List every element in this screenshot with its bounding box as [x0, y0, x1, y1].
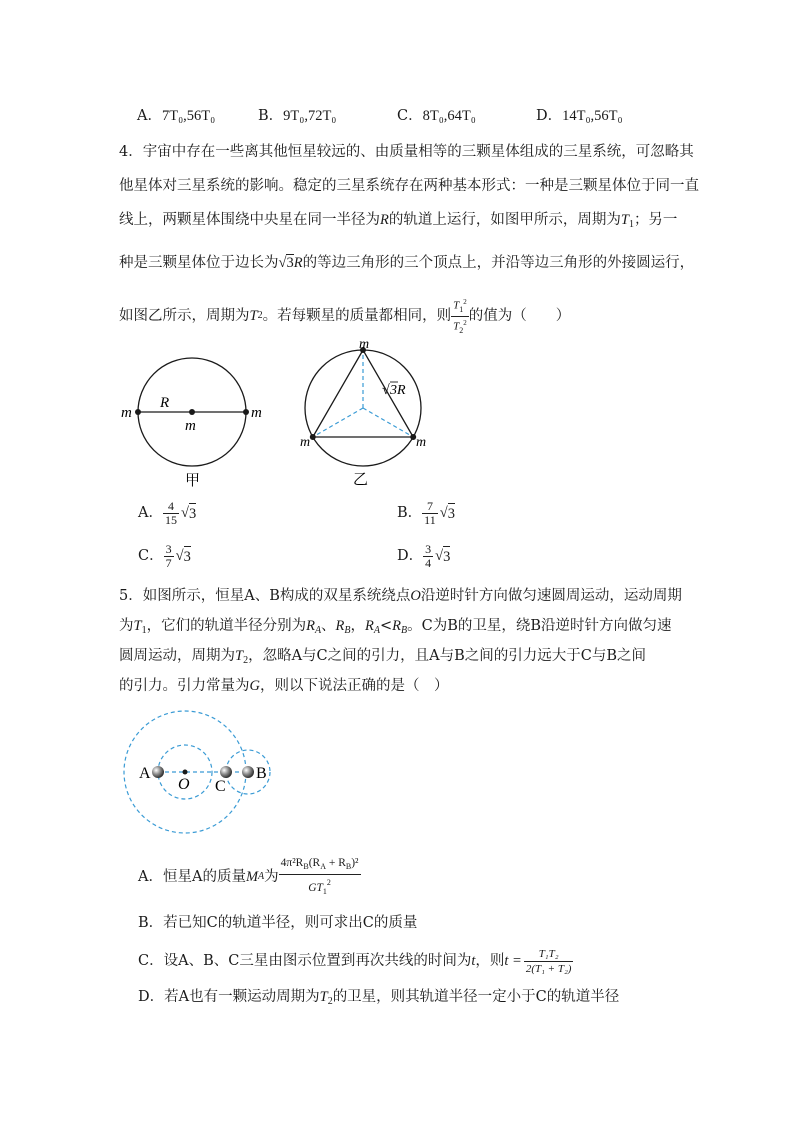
- numerator: T₁T₂: [524, 947, 574, 962]
- sqrt-sign: √: [439, 505, 448, 521]
- q4-option-d: [397, 539, 450, 573]
- superscript: 2: [326, 877, 331, 887]
- star-left: [135, 409, 141, 415]
- label-o: O: [178, 776, 190, 793]
- text: ，则以下说法正确的是（ ）: [259, 678, 449, 694]
- figure-binary-star: [120, 708, 280, 838]
- numerator: 7: [422, 500, 438, 514]
- var-rb: R: [392, 618, 401, 634]
- radicand: 3: [448, 503, 455, 524]
- text: ，忽略A与C之间的引力，且A与B之间的引力远大于C与B之间: [248, 648, 647, 664]
- var-ra: R: [306, 618, 315, 634]
- q5-line3: [119, 646, 646, 671]
- q4-option-a: [138, 496, 196, 530]
- sqrt-sign: √: [175, 548, 184, 564]
- option-value: 9T₀,72T₀: [283, 108, 337, 124]
- var-r: R: [293, 255, 303, 271]
- option-label: C．: [397, 108, 423, 124]
- text: 为: [119, 618, 134, 634]
- label-m-right: m: [416, 435, 427, 450]
- numerator-part: (R: [308, 856, 321, 869]
- denominator: 7: [165, 555, 172, 570]
- subscript: 2: [327, 996, 333, 1007]
- radicand: 3: [286, 255, 294, 271]
- q5-line4: [119, 676, 448, 696]
- label-m-left: m: [300, 435, 311, 450]
- numerator: 3: [165, 541, 172, 556]
- subscript: 1: [141, 625, 147, 636]
- label-c: C: [215, 778, 226, 795]
- numerator-part: 4π²R: [280, 856, 304, 869]
- option-label: A．: [137, 108, 162, 124]
- var-ra: R: [365, 618, 374, 634]
- prev-option-b: [258, 106, 336, 126]
- text: ，: [350, 618, 366, 634]
- q4-line2: 他星体对三星系统的影响。稳定的三星系统存在两种基本形式：一种是三颗星体位于同一直: [119, 178, 699, 194]
- fraction: [164, 543, 174, 570]
- var-o: O: [410, 588, 421, 604]
- numerator: 4: [163, 500, 179, 514]
- subscript: A: [314, 625, 322, 636]
- star-center: [189, 409, 195, 415]
- option-label: B．: [397, 505, 423, 521]
- subscript: 2: [243, 655, 249, 666]
- var-t: t =: [504, 953, 522, 969]
- star-right: [243, 409, 249, 415]
- option-value: 7T₀,56T₀: [161, 108, 216, 124]
- text: 、: [321, 618, 336, 634]
- q5-line1: [119, 586, 682, 606]
- figure-jia: [115, 355, 275, 495]
- subscript: B: [345, 861, 352, 871]
- text: 5．如图所示，恒星A、B构成的双星系统绕点: [119, 588, 411, 604]
- radius-left: [313, 408, 363, 437]
- radicand: 3: [189, 503, 196, 524]
- var-g: G: [249, 678, 260, 694]
- label-side: 3R: [390, 383, 406, 398]
- label-a: A: [139, 765, 151, 782]
- sqrt-symbol: √: [382, 383, 390, 398]
- fraction: [423, 543, 433, 570]
- sqrt-sign: √: [435, 548, 444, 564]
- star-b: [242, 766, 254, 778]
- var-t2: T: [249, 308, 258, 324]
- option-value: 14T₀,56T₀: [562, 108, 623, 124]
- text: 沿逆时针方向做匀速圆周运动，运动周期: [420, 588, 682, 604]
- q4-option-b: [397, 496, 455, 530]
- q5-option-a: [138, 855, 361, 899]
- label-m-right: m: [251, 405, 262, 421]
- subscript: B: [344, 625, 351, 636]
- option-value: 8T₀,64T₀: [422, 108, 476, 124]
- text: 的卫星，则其轨道半径一定小于C的轨道半径: [332, 989, 620, 1005]
- var-t1: T: [620, 212, 629, 228]
- numerator-part: + R: [325, 856, 346, 869]
- label-r: R: [160, 395, 170, 411]
- option-label: D．: [536, 108, 563, 124]
- text: 为: [264, 869, 279, 885]
- mass-fraction: [279, 856, 361, 899]
- text: 。若每颗星的质量都相同，则: [262, 308, 452, 324]
- text: 的等边三角形的三个顶点上，并沿等边三角形的外接圆运行，: [302, 255, 695, 271]
- q4-line1: 4．宇宙中存在一些离其他恒星较远的、由质量相等的三颗星体组成的三星系统，可忽略其: [119, 144, 694, 160]
- prev-option-d: [536, 106, 623, 126]
- subscript: B: [303, 861, 309, 871]
- var-t: t: [471, 953, 476, 969]
- denominator: 15: [164, 512, 177, 527]
- text: 种是三颗星体位于边长为: [119, 255, 279, 271]
- text: ；另一: [633, 212, 678, 228]
- text: 的轨道上运行，如图甲所示，周期为: [388, 212, 621, 228]
- text: ，它们的轨道半径分别为: [146, 618, 307, 634]
- denominator: 2(T₁ + T₂): [525, 962, 572, 975]
- option-label: C．: [138, 548, 164, 564]
- var-r: R: [380, 212, 389, 228]
- text: A．恒星A的质量: [138, 869, 246, 885]
- label-m-left: m: [121, 405, 132, 421]
- sqrt-sign: √: [180, 505, 189, 521]
- text: 如图乙所示，周期为: [119, 308, 250, 324]
- radius-right: [363, 408, 413, 437]
- q5-option-b: B．若已知C的轨道半径，则可求出C的质量: [138, 915, 418, 931]
- var-t2: T: [235, 648, 244, 664]
- var-rb: R: [335, 618, 345, 634]
- star-c: [220, 766, 232, 778]
- subscript: 1: [322, 886, 327, 896]
- label-b: B: [256, 765, 267, 782]
- caption-jia: 甲: [185, 473, 201, 489]
- fraction: [422, 500, 438, 527]
- text: ，则: [475, 953, 505, 969]
- prev-option-a: [137, 106, 215, 126]
- q5-option-c: [138, 943, 573, 979]
- var-m: M: [245, 869, 259, 885]
- option-label: B．: [258, 108, 284, 124]
- prev-option-c: [397, 106, 476, 126]
- caption-yi: 乙: [353, 472, 369, 488]
- sqrt-sign: √: [278, 255, 287, 271]
- text: 的引力。引力常量为: [119, 678, 250, 694]
- radicand: 3: [443, 546, 450, 567]
- option-label: D．: [397, 548, 424, 564]
- option-label: A．: [138, 505, 163, 521]
- radicand: 3: [184, 546, 191, 567]
- q5-option-d: [138, 987, 619, 1012]
- text: D．若A也有一颗运动周期为: [138, 989, 320, 1005]
- label-m-center: m: [185, 418, 196, 434]
- text: C．设A、B、C三星由图示位置到再次共线的时间为: [138, 953, 472, 969]
- q4-line5: [119, 296, 570, 336]
- text: 圆周运动，周期为: [119, 648, 235, 664]
- q4-option-c: [138, 539, 191, 573]
- subscript: B: [401, 625, 408, 636]
- denominator-part: GT: [308, 881, 323, 894]
- star-a: [152, 766, 164, 778]
- numerator: 3: [425, 541, 432, 556]
- subscript: A: [258, 871, 265, 882]
- text: 。C为B的卫星，绕B沿逆时针方向做匀速: [407, 618, 672, 634]
- time-fraction: [524, 947, 574, 976]
- var-t1: T: [133, 618, 142, 634]
- q4-line4: [119, 253, 694, 273]
- text: 线上，两颗星体围绕中央星在同一半径为: [119, 212, 380, 228]
- subscript: 2: [257, 310, 263, 321]
- subscript: 1: [628, 219, 634, 230]
- text: 的值为（ ）: [468, 308, 571, 324]
- q5-line2: [119, 616, 672, 641]
- numerator-part: )²: [351, 856, 359, 869]
- fraction: [163, 500, 179, 527]
- label-m-top: m: [359, 340, 370, 352]
- q4-line3: [119, 210, 677, 235]
- star-left: [310, 434, 316, 440]
- subscript: A: [373, 625, 380, 636]
- figure-yi: [295, 340, 445, 490]
- denominator: 11: [424, 512, 436, 527]
- center-o: [183, 770, 188, 775]
- denominator: 4: [425, 555, 432, 570]
- text: <: [379, 618, 393, 634]
- var-t2: T: [319, 989, 328, 1005]
- subscript: A: [320, 861, 326, 871]
- ratio-fraction: $\frac{T_1^2}{T_2^2}$: [453, 297, 467, 335]
